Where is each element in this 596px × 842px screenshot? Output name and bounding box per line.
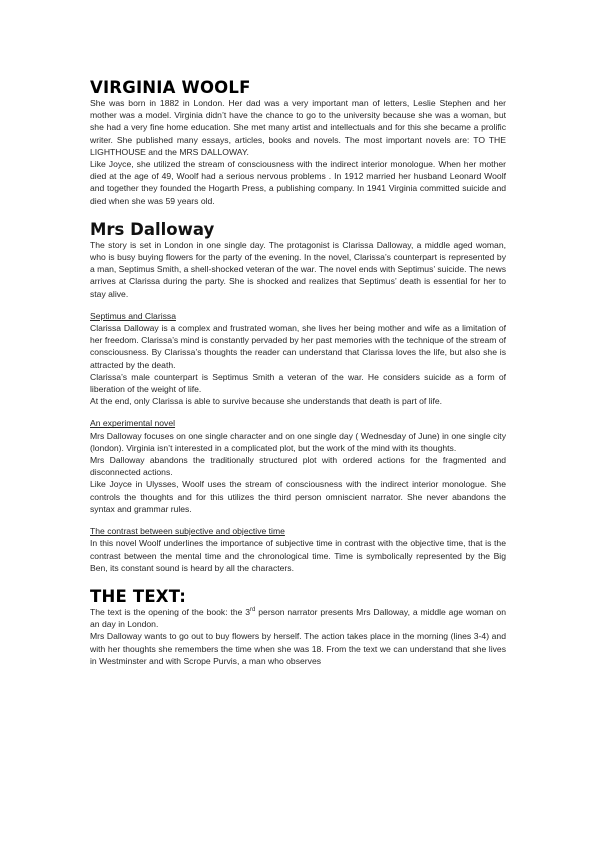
septimus-clarissa-paragraph-1: Clarissa Dalloway is a complex and frustrated woman, she lives her being mother and wife as a limitation of her freedom. Clarissa’s mind is constantly pervaded by her past memories with the technique of the stream of consciousness. By Clarissa’s thoughts the reader can understand that Clarissa loves the life, but also she is attracted by the death. — [90, 323, 506, 370]
biography-paragraph-1: She was born in 1882 in London. Her dad was a very important man of letters, Leslie Stephen and her mother was a model. Virginia didn’t have the chance to go to the university because she was a woman, but she had a very fine home education. She met many artist and intellectuals and for this she became a prolific writer. She published many essays, articles, books and novels. The most important novels are: TO THE LIGHTHOUSE and the MRS DALLOWAY. — [90, 98, 506, 157]
experimental-novel-paragraph-1: Mrs Dalloway focuses on one single character and on one single day ( Wednesday of June) in one single city (london). Virginia isn’t interested in a complicated plot, but the work of the mind with its thoughts. — [90, 430, 506, 453]
heading-the-text: THE TEXT: — [90, 586, 187, 606]
heading-virginia-woolf: VIRGINIA WOOLF — [90, 78, 251, 97]
text-paragraph-2: Mrs Dalloway wants to go out to buy flowers by herself. The action takes place in the morning (lines 3-4) and with her thoughts she remembers the time when she was 18. From the text we can understand that she lives in Westminster and with Scrope Purvis, a man who observes — [90, 631, 506, 666]
subheading-time-contrast: The contrast between subjective and objective time — [90, 526, 285, 537]
experimental-novel-paragraph-2: Mrs Dalloway abandons the traditionally structured plot with ordered actions for the fragmented and disconnected actions. — [90, 455, 506, 478]
subheading-septimus-clarissa: Septimus and Clarissa — [90, 310, 176, 321]
text-paragraph-1-start: The text is the opening of the book: the 3 — [90, 606, 251, 617]
heading-mrs-dalloway: Mrs Dalloway — [90, 219, 215, 239]
septimus-clarissa-paragraph-3: At the end, only Clarissa is able to survive because she understands that death is part of life. — [90, 396, 443, 407]
plot-paragraph: The story is set in London in one single day. The protagonist is Clarissa Dalloway, a middle aged woman, who is busy buying flowers for the party of the evening. In the novel, Clarissa’s counterpart is represented by a man, Septimus Smith, a shell-shocked veteran of the war. The novel ends with Septimus’ suicide. The news arrives at Clarissa during the party. She is shocked and realizes that Septimus’ death is essential for her to stay alive. — [90, 239, 506, 299]
biography-paragraph-2: Like Joyce, she utilized the stream of consciousness with the indirect interior monologue. When her mother died at the age of 49, Woolf had a serious nervous problems . In 1912 married her husband Leonard Woolf and together they founded the Hogarth Press, a publishing company. In 1941 Virginia committed suicide and died when she was 59 years old. — [90, 159, 506, 206]
ordinal-suffix: rd — [250, 607, 256, 614]
experimental-novel-paragraph-3: Like Joyce in Ulysses, Woolf uses the stream of consciousness with the indirect interior monologue. She controls the thoughts and for this utilizes the third person omniscient narrator. She never abandons the syntax and grammar rules. — [90, 479, 506, 514]
page-content — [90, 78, 506, 667]
septimus-clarissa-paragraph-2: Clarissa’s male counterpart is Septimus Smith a veteran of the war. He considers suicide as a form of liberation of the weight of life. — [90, 371, 506, 395]
time-contrast-paragraph: In this novel Woolf underlines the importance of subjective time in contrast with the objective time, that is the contrast between the mental time and the chronological time. Time is symbolically represented by the Big Ben, its constant sound is heard by all the characters. — [90, 538, 506, 573]
subheading-experimental-novel: An experimental novel — [90, 418, 176, 429]
text-paragraph-1-end: person narrator presents Mrs Dalloway, a middle age woman on an day in London. — [90, 606, 506, 630]
text-paragraph-1 — [90, 606, 506, 630]
